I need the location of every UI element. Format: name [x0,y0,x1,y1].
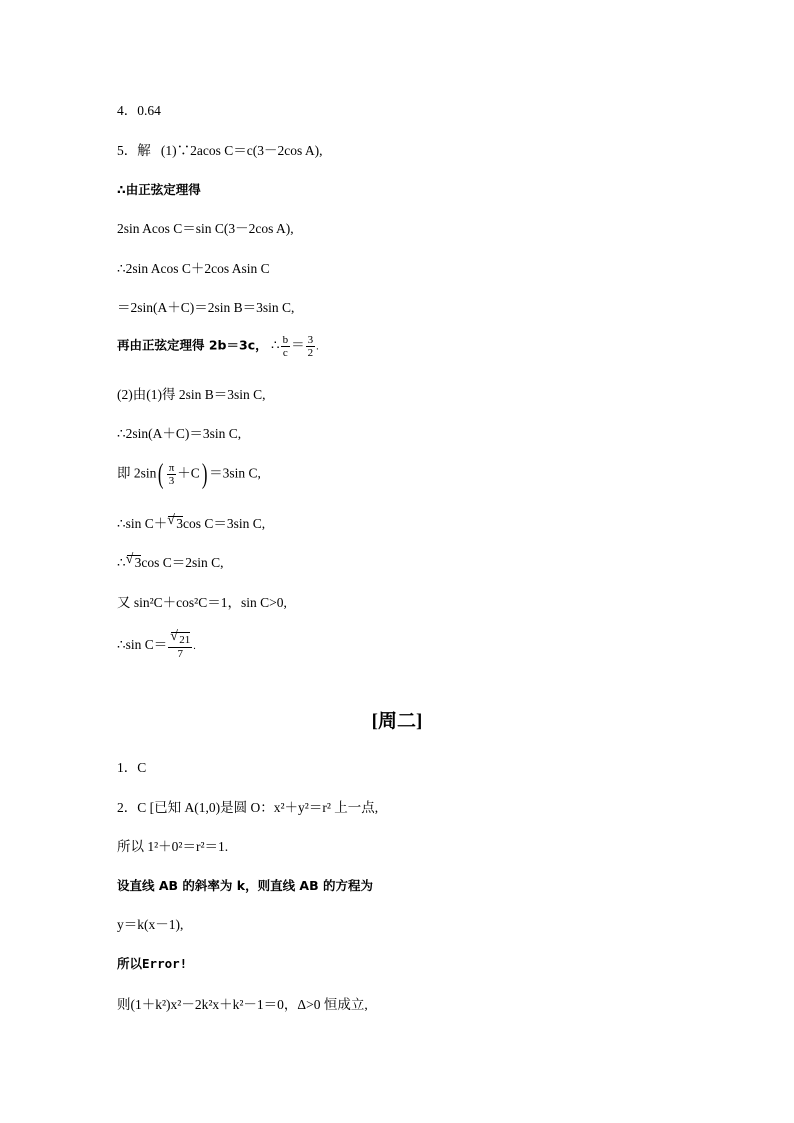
fraction-denominator: 2 [307,347,314,359]
answer-5-line-12: 又 sin²C＋cos²C＝1，sin C>0, [117,595,287,610]
fraction-numerator: π [168,462,175,474]
tuesday-answer-2-line-5-prefix: 所以 [117,956,143,971]
answer-5-line-9-suffix: ＝3sin C, [209,465,261,481]
section-heading: [周二] [371,711,423,732]
sqrt-3: √ 3 [168,516,183,531]
answer-5-line-4: ∴2sin Acos C＋2cos Asin C [117,261,270,276]
fraction-numerator [168,632,192,648]
sqrt-3: √ 3 [127,555,142,570]
tuesday-answer-2-line-2: 所以 1²＋0²＝r²＝1. [117,839,229,854]
answer-5-line-9-prefix: 即 2sin [117,465,157,481]
answer-5-line-8: ∴2sin(A＋C)＝3sin C, [117,426,242,441]
tuesday-answer-1: 1．C [117,760,147,775]
answer-5-line-11-prefix: ∴ [117,555,126,570]
answer-5-line-13-prefix: ∴sin C＝ [117,637,168,653]
answer-5-line-7: (2)由(1)得 2sin B＝3sin C, [117,387,266,402]
period: . [193,641,196,653]
fraction-denominator: 3 [168,475,175,487]
tuesday-answer-2-line-6: 则(1＋k²)x²－2k²x＋k²－1＝0，Δ>0 恒成立, [117,997,368,1012]
answer-5-text: (1)∵2acos C＝c(3－2cos A), [160,143,323,158]
answer-5-line-10-suffix: cos C＝3sin C, [182,516,266,531]
answer-5-label: 5．解 [117,143,151,158]
tuesday-answer-2-line-1: 2．C [已知 A(1,0)是圆 O：x²＋y²＝r² 上一点, [117,800,379,815]
fraction-numerator: b [282,334,289,346]
answer-5-line-9-mid: ＋C [177,465,200,481]
left-paren: ( [158,458,164,490]
fraction-3-over-2 [306,334,316,359]
tuesday-answer-2-line-5 [117,955,187,973]
answer-5-line-11-suffix: cos C＝2sin C, [141,555,224,570]
answer-5-line-1 [117,142,322,160]
answer-5-line-2: ∴由正弦定理得 [117,182,201,197]
sqrt-21: √ 21 [171,632,190,647]
answer-5-line-10 [117,515,265,533]
tuesday-answer-2-line-4: y＝k(x－1), [117,917,184,932]
equals-sign: ＝ [291,337,305,353]
fraction-denominator: 7 [177,648,183,660]
answer-5-line-3: 2sin Acos C＝sin C(3－2cos A), [117,221,294,236]
period: . [316,341,319,353]
answer-5-line-6 [117,334,319,359]
answer-4: 4．0.64 [117,103,161,118]
answer-5-line-13 [117,632,196,660]
fraction-numerator: 3 [307,334,314,346]
fraction-pi-over-3 [167,462,177,487]
answer-5-line-5: ＝2sin(A＋C)＝2sin B＝3sin C, [117,300,295,315]
answer-5-line-9 [117,458,261,490]
fraction-b-over-c [281,334,291,359]
answer-5-line-11 [117,554,223,572]
fraction-denominator: c [282,347,288,359]
answer-5-line-6-text: 再由正弦定理得 2b＝3c， [117,337,268,353]
tuesday-answer-2-line-3: 设直线 AB 的斜率为 k，则直线 AB 的方程为 [117,878,373,893]
therefore-symbol: ∴ [270,337,280,353]
fraction-sqrt21-over-7 [168,632,192,660]
right-paren: ) [201,458,208,490]
answer-5-line-10-prefix: ∴sin C＋ [117,516,168,531]
error-placeholder: Error! [142,956,188,971]
